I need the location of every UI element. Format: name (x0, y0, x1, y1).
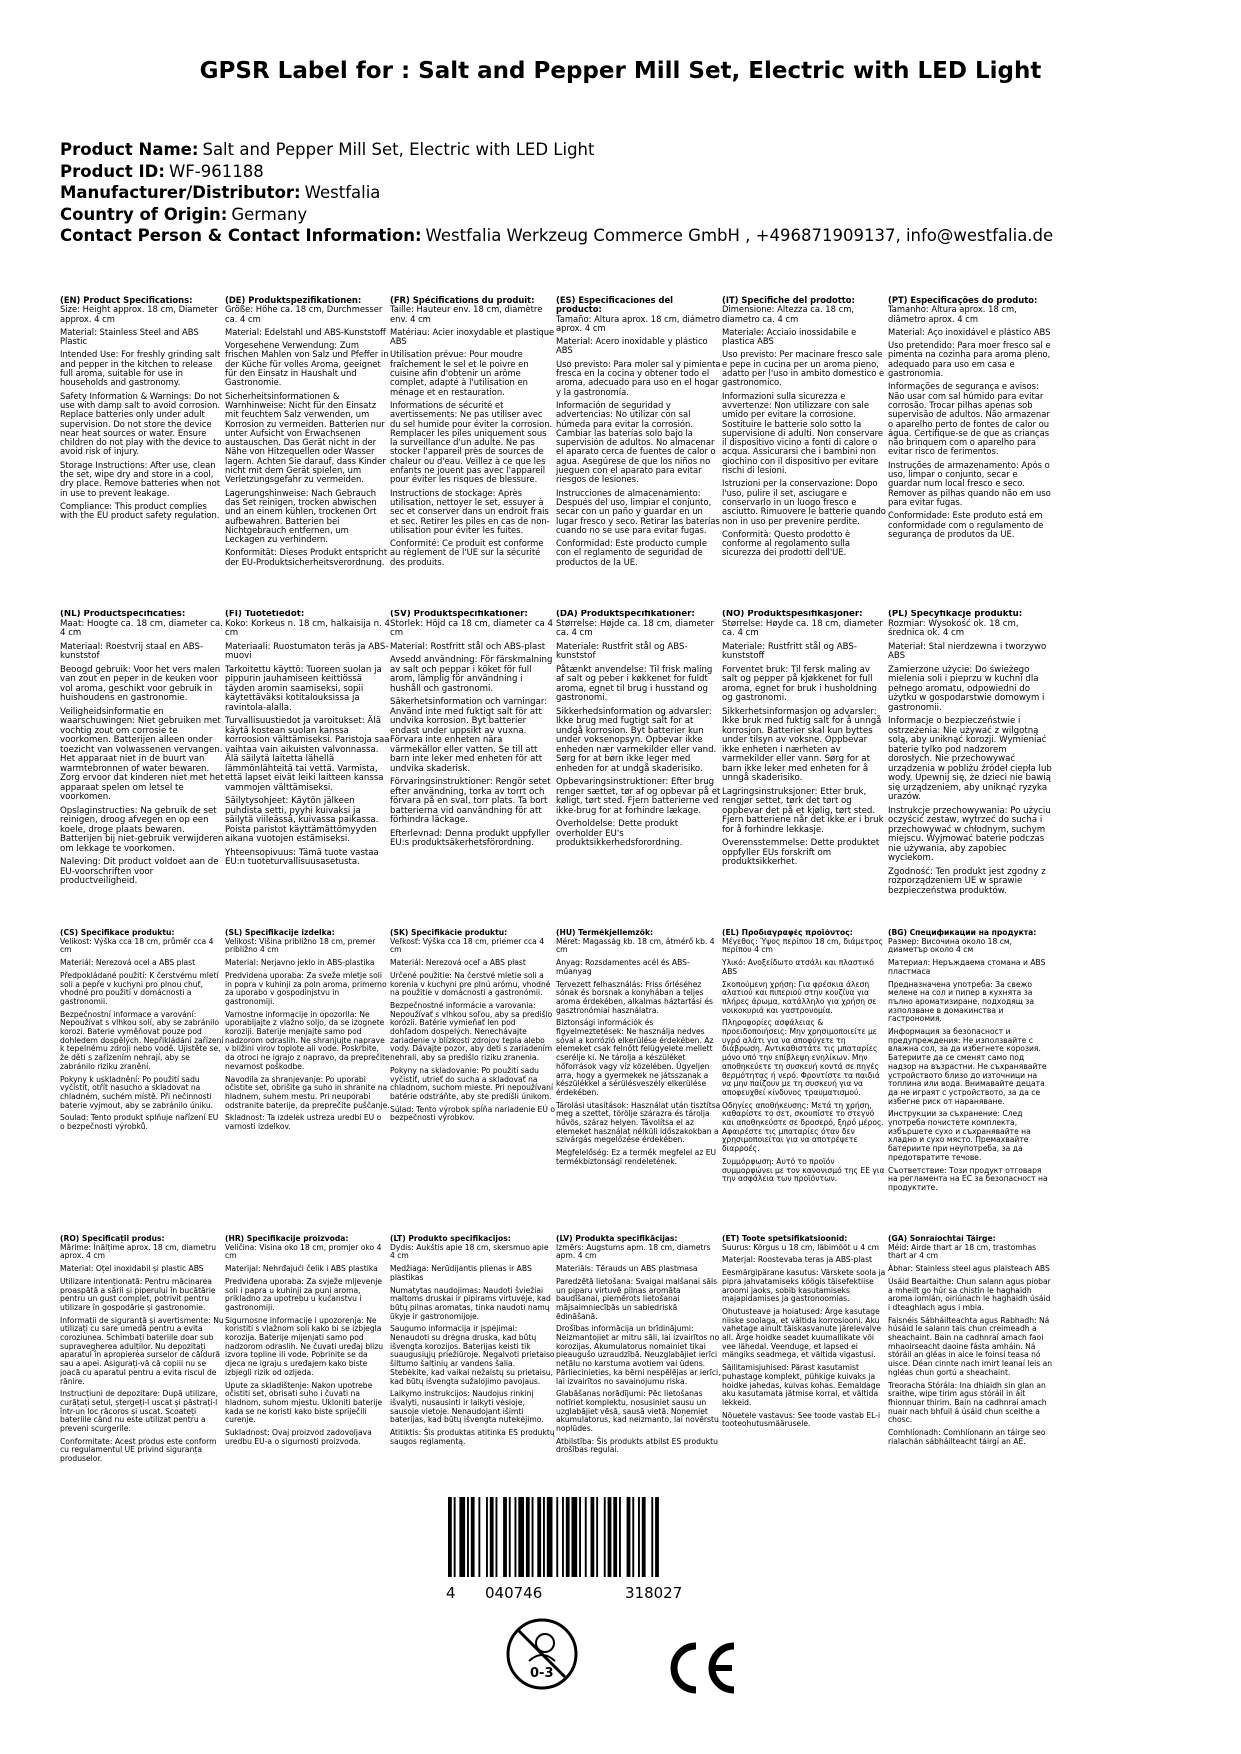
lang-block-paragraph: Sikkerhedsinformation og advarsler: Ikke brug med fugtigt salt for at undgå korrosion. Byt batterier kun under voksenopsyn. Opbevar ikke enheden nær varmekilder eller vand. Sørg for at børn ikke leger med enheden for at undgå skaderisiko. (556, 706, 717, 774)
lang-block (888, 929, 1053, 1229)
lang-block-paragraph: Navodila za shranjevanje: Po uporabi očistite set, obrišite ga suho in shranite na hladnem, suhem mestu. Pri neuporabi odstranite baterije, da preprečite puščanje. (225, 1074, 390, 1110)
lang-block-paragraph: Förvaringsinstruktioner: Rengör setet efter användning, torka av torrt och förvara på en sval, torr plats. Ta bort batterierna vid oanvändning för att förhindra läckage. (390, 777, 551, 825)
lang-block-paragraph: Určené použitie: Na čerstvé mletie soli a korenia v kuchyni pre plnú arómu, vhodné na použitie v domácnosti a gastronómii. (390, 970, 551, 998)
barcode-digits-left: 040746 (485, 1584, 543, 1602)
lang-block-paragraph: Glabāšanas norādījumi: Pēc lietošanas notīriet komplektu, nosusiniet sausu un uzglabājiet vēsā, sausā vietā. Noņemiet akumulatorus, kad neizmanto, lai novērstu noplūdes. (556, 1389, 719, 1434)
page-title: GPSR Label for : Salt and Pepper Mill Set, Electric with LED Light (199, 58, 1042, 84)
lang-block-paragraph: Materiaal: Roestvrij staal en ABS-kunststof (60, 641, 204, 661)
barcode-bar (585, 1497, 587, 1577)
lang-block-paragraph: Material: Stainless Steel and ABS Plastic (60, 326, 199, 347)
lang-block-paragraph: Laikymo instrukcijos: Naudojus rinkinį išvalyti, nusausinti ir laikyti vėsioje, sausoje vietoje. Nenaudojant išimti baterijas, kad būtų išvengta nutekėjimo. (390, 1389, 544, 1425)
lang-block-paragraph: Предназначена употреба: За свежо мелене на сол и пипер в кухнята за пълно ароматизиране, подходящ за използване в домакинства и гастрономия. (888, 979, 1035, 1024)
barcode-bar (642, 1497, 646, 1577)
lang-block-paragraph: Größe: Höhe ca. 18 cm, Durchmesser ca. 4 cm (225, 304, 383, 324)
barcode-bar (655, 1497, 659, 1577)
lang-block-paragraph: Pokyny k uskladnění: Po použití sadu vyčistit, otřít nasucho a skladovat na chladném, suchém místě. Při nečinnosti baterie vyjmout, aby se zabránilo úniku. (60, 1074, 214, 1110)
lang-block-paragraph: Avsedd användning: För färskmalning av salt och peppar i köket för full arom, lämplig för användning i hushåll och gastronomi. (390, 655, 553, 694)
lang-block-paragraph: Utilizare intenționată: Pentru măcinarea proaspătă a sării și piperului în bucătărie pentru un gust complet, potrivit pentru utilizare în gospodărie și gastronomie. (60, 1276, 216, 1312)
lang-block-paragraph: Turvallisuustiedot ja varoitukset: Älä käytä kostean suolan kanssa korroosion välttämiseksi. Paristoja saa vaihtaa vain aikuisten valvonnassa. Älä säilytä laitetta lähellä lämmönlähteitä tai vettä. Varmista, että lapset eivät leiki laitteen kanssa vammojen välttämiseksi. (225, 716, 390, 793)
lang-block-paragraph: Instrucciones de almacenamiento: Después del uso, limpiar el conjunto, secar con un paño y guardar en un lugar fresco y seco. Retirar las baterías cuando no se use para evitar fugas. (556, 487, 720, 535)
lang-block-paragraph: Méret: Magasság kb. 18 cm, átmérő kb. 4 cm (556, 936, 715, 955)
lang-block-paragraph: Ohutusteave ja hoiatused: Ärge kasutage niiske soolaga, et vältida korrosiooni. Aku vahetage ainult täiskasvanute järelevalve all. Ärge hoidke seadet kuumallikate või vee lähedal. Veenduge, et lapsed ei mängiks seadmega, et vältida vigastusi. (722, 1306, 882, 1360)
lang-block-paragraph: Méid: Airde thart ar 18 cm, trastomhas thart ar 4 cm (888, 1242, 1037, 1261)
lang-block-paragraph: Suurus: Kõrgus u 18 cm, läbimõõt u 4 cm (722, 1242, 880, 1252)
lang-block-paragraph: Naleving: Dit product voldoet aan de EU-voorschriften voor productveiligheid. (60, 857, 219, 886)
lang-block-heading: (EN) Product Specifications: (60, 296, 193, 305)
lang-block-paragraph: Uso previsto: Per macinare fresco sale e pepe in cucina per un aroma pieno, adatto per l'uso in ambito domestico e gastronomico. (722, 349, 885, 388)
lang-block-paragraph: Rozmiar: Wysokość ok. 18 cm, średnica ok. 4 cm (888, 618, 1019, 638)
lang-block-paragraph: Μέγεθος: Ύψος περίπου 18 cm, διάμετρος περίπου 4 cm (722, 936, 883, 955)
lang-block-heading: (GA) Sonraíochtaí Táirge: (888, 1235, 996, 1243)
lang-block-paragraph: Размер: Височина около 18 см, диаметър около 4 см (888, 936, 1013, 955)
lang-block-paragraph: Materiale: Acciaio inossidabile e plastica ABS (722, 326, 857, 347)
lang-block-heading: (RO) Specificații produs: (60, 1235, 165, 1243)
lang-block-paragraph: Biztonsági információk és figyelmeztetések: Ne használja nedves sóval a korrózió elkerülése érdekében. Az elemeket csak felnőtt felügyelete mellett cserélje ki. Ne tárolja a készüléket hőforrások vagy víz közelében. Ügyeljen arra, hogy a gyermekek ne játsszanak a készülékkel a sérülésveszély elkerülése érdekében. (556, 1018, 714, 1097)
barcode-bar (613, 1497, 617, 1577)
lang-block-paragraph: Utilisation prévue: Pour moudre fraîchement le sel et le poivre en cuisine afin d'obtenir un arôme complet, adapté à l'utilisation en ménage et en restauration. (390, 349, 529, 397)
lang-block-paragraph: Atbilstība: Šis produkts atbilst ES produktu drošības regulai. (556, 1436, 718, 1455)
lang-block (60, 296, 225, 601)
lang-block-heading: (EL) Προδιαγραφές προϊόντος: (722, 929, 853, 937)
lang-block-paragraph: Izmērs: Augstums apm. 18 cm, diametrs apm. 4 cm (556, 1242, 711, 1261)
lang-block (60, 610, 225, 910)
barcode-bar (490, 1497, 494, 1577)
lang-block-paragraph: Materiál: Nerezová oceľ a ABS plast (390, 958, 526, 968)
lang-block-paragraph: Efterlevnad: Denna produkt uppfyller EU:s produktsäkerhetsförordning. (390, 828, 550, 848)
lang-block-paragraph: Veiligheidsinformatie en waarschuwingen: Niet gebruiken met vochtig zout om corrosie te voorkomen. Batterijen alleen onder toezicht van volwassenen vervangen. Het apparaat niet in de buurt van warmtebronnen of water bewaren. Zorg ervoor dat kinderen niet met het apparaat spelen om letsel te voorkomen. (60, 706, 224, 802)
barcode-bar (572, 1497, 578, 1577)
lang-block-paragraph: Veľkosť: Výška cca 18 cm, priemer cca 4 cm (390, 936, 545, 955)
lang-block-heading: (IT) Specifiche del prodotto: (722, 296, 855, 305)
lang-block (888, 610, 1053, 910)
barcode-bar (579, 1497, 581, 1577)
lang-block-paragraph: Informații de siguranță și avertismente: Nu utilizați cu sare umedă pentru a evita coroziunea. Schimbați bateriile doar sub supravegherea adulților. Nu depozitați aparatul în apropierea surselor de căldură sau a apei. Asigurați-vă că copiii nu se joacă cu aparatul pentru a evita riscul de rănire. (60, 1315, 224, 1386)
barcode-bar (471, 1497, 475, 1577)
lang-block-paragraph: Conformidad: Este producto cumple con el reglamento de seguridad de productos de la UE. (556, 538, 707, 567)
ce-mark-icon (662, 1640, 742, 1696)
lang-block-paragraph: Mărime: Înălțime aprox. 18 cm, diametru aprox. 4 cm (60, 1242, 217, 1261)
lang-block-paragraph: Ábhar: Stainless steel agus plaisteach ABS (888, 1264, 1050, 1274)
lang-block-paragraph: Drošības informācija un brīdinājumi: Neizmantojiet ar mitru sāli, lai izvairītos no korozijas. Akumulatorus nomainiet tikai pieaugušo uzraudzībā. Neuzglabājiet ierīci netālu no karstuma avotiem vai ūdens. Pārliecinieties, ka bērni nespēlējas ar ierīci, lai izvairītos no savainojumu riska. (556, 1324, 721, 1386)
lang-block-paragraph: Saugumo informacija ir įspėjimai: Nenaudoti su drėgna druska, kad būtų išvengta korozijos. Baterijas keisti tik suaugusiųjų priežiūroje. Negalvoti prietaiso šiltumo šaltinių ar vandens šalia. Stebėkite, kad vaikai nežaistų su prietaisu, kad būtų išvengta sužalojimo pavojaus. (390, 1324, 555, 1386)
lang-block-paragraph: Paredzētā lietošana: Svaigai malšanai sāls un piparu virtuvē pilnas aromāta baudīšanai, piemērots lietošanai mājsaimniecībās un sabiedriskā ēdināšanā. (556, 1276, 718, 1321)
barcode-bar (566, 1497, 570, 1577)
lang-block-paragraph: Safety Information & Warnings: Do not use with damp salt to avoid corrosion. Replace batteries only under adult supervision. Do not store the device near heat sources or water. Ensure children do not play with the device to avoid risk of injury. (60, 390, 223, 457)
barcode-bar (632, 1497, 634, 1577)
lang-block-paragraph: Tervezett felhasználás: Friss őrléséhez sónak és borsnak a konyhában a teljes aroma érdekében, alkalmas háztartási és gasztronómiai használatra. (556, 979, 713, 1015)
lang-block-paragraph: Overholdelse: Dette produkt overholder EU's produktsikkerhedsforordning. (556, 819, 683, 848)
lang-block-heading: (DE) Produktspezifikationen: (225, 296, 362, 305)
lang-block-paragraph: Informazioni sulla sicurezza e avvertenze: Non utilizzare con sale umido per evitare la corrosione. Sostituire le batterie solo sotto la supervisione di adulti. Non conservare il dispositivo vicino a fonti di calore o acqua. Assicurarsi che i bambini non giochino con il dispositivo per evitare rischi di lesioni. (722, 390, 883, 476)
barcode-bar (556, 1497, 558, 1577)
lang-block-paragraph: Intended Use: For freshly grinding salt and pepper in the kitchen to release full aroma, suitable for use in households and gastronomy. (60, 349, 221, 388)
lang-block-paragraph: Úsáid Beartaithe: Chun salann agus piobar a mheilt go húr sa chistin le haghaidh aroma iomlán, oiriúnach le haghaidh úsáid i dteaghlach agus i mbia. (888, 1276, 1051, 1312)
lang-block-paragraph: Dydis: Aukštis apie 18 cm, skersmuo apie 4 cm (390, 1242, 549, 1261)
lang-block-paragraph: Lagerungshinweise: Nach Gebrauch das Set reinigen, trocken abwischen und an einem kühlen, trockenen Ort aufbewahren. Batterien bei Nichtgebrauch entfernen, um Leckagen zu verhindern. (225, 487, 377, 545)
lang-block (888, 296, 1053, 601)
lang-block-paragraph: Størrelse: Højde ca. 18 cm, diameter ca. 4 cm (556, 618, 715, 638)
lang-block-heading: (FR) Spécifications du produit: (390, 296, 535, 305)
lang-block-paragraph: Informacje o bezpieczeństwie i ostrzeżenia: Nie używać z wilgotną solą, aby uniknąć korozji. Wymieniać baterie tylko pod nadzorem dorosłych. Nie przechowywać urządzenia w pobliżu źródeł ciepła lub wody. Upewnij się, że dzieci nie bawią się urządzeniem, aby uniknąć ryzyka urazów. (888, 716, 1052, 802)
svg-text:0-3: 0-3 (530, 1666, 554, 1681)
lang-block-heading: (FI) Tuotetiedot: (225, 610, 305, 619)
lang-block-heading: (HR) Specifikacije proizvoda: (225, 1235, 349, 1243)
lang-block-paragraph: Size: Height approx. 18 cm, Diameter approx. 4 cm (60, 304, 218, 324)
lang-block-paragraph: Sukladnost: Ovaj proizvod zadovoljava uredbu EU-a o sigurnosti proizvoda. (225, 1428, 372, 1446)
lang-block-paragraph: Material: Oțel inoxidabil și plastic ABS (60, 1264, 204, 1274)
lang-block-paragraph: Opslaginstructies: Na gebruik de set reinigen, droog afvegen en op een koele, droge plaats bewaren. Batterijen bij niet-gebruik verwijderen om lekkage te voorkomen. (60, 805, 224, 854)
lang-block-paragraph: Säilitamisjuhised: Pärast kasutamist puhastage komplekt, pühkige kuivaks ja hoidke jahedas, kuivas kohas. Eemaldage aku kasutamata jätmise korral, et vältida lekkeid. (722, 1363, 881, 1407)
lang-block-paragraph: Soulad: Tento produkt splňuje nařízení EU o bezpečnosti výrobků. (60, 1113, 219, 1132)
lang-block-paragraph: Conformidade: Este produto está em conformidade com o regulamento de segurança de produtos da UE. (888, 510, 1044, 539)
lang-block-paragraph: Koko: Korkeus n. 18 cm, halkaisija n. 4 cm (225, 618, 390, 638)
lang-block-paragraph: Matériau: Acier inoxydable et plastique ABS (390, 326, 555, 347)
barcode-bar (547, 1497, 553, 1577)
lang-block (225, 929, 390, 1229)
lang-block-paragraph: Nõuetele vastavus: See toode vastab EL-i tooteohutusmäärusele. (722, 1410, 881, 1429)
lang-block-paragraph: Sicherheitsinformationen & Warnhinweise: Nicht für den Einsatz mit feuchtem Salz verwenden, um Korrosion zu vermeiden. Batterien nur unter Aufsicht von Erwachsenen austauschen. Das Gerät nicht in der Nähe von Hitzequellen oder Wasser lagern. Achten Sie darauf, dass Kinder nicht mit dem Gerät spielen, um Verletzungsgefahr zu vermeiden. (225, 390, 386, 485)
barcode-bar (503, 1497, 507, 1577)
lang-block-heading: (DA) Produktspecifikationer: (556, 610, 695, 619)
lang-block-paragraph: Konformität: Dieses Produkt entspricht der EU-Produktsicherheitsverordnung. (225, 547, 388, 567)
barcode-bar (478, 1497, 480, 1577)
barcode-bar (638, 1497, 640, 1577)
barcode-bar (651, 1497, 653, 1577)
lang-block-heading: (NO) Produktspesifikasjoner: (722, 610, 863, 619)
barcode-bar (496, 1497, 498, 1577)
lang-block-paragraph: Storlek: Höjd ca 18 cm, diameter ca 4 cm (390, 618, 554, 638)
barcode-bar (486, 1497, 488, 1577)
barcode-bar (526, 1497, 530, 1577)
lang-block-paragraph: Velikost: Výška cca 18 cm, průměr cca 4 cm (60, 936, 214, 955)
lang-block-paragraph: Tárolási utasítások: Használat után tisztítsa meg a szettet, törölje szárazra és tárolja hűvös, száraz helyen. Távolítsa el az elemeket használat nélküli időszakokban a szivárgás megelőzése érdekében. (556, 1100, 721, 1145)
lang-block-paragraph: Informações de segurança e avisos: Não usar com sal húmido para evitar corrosão. Trocar pilhas apenas sob supervisão de adultos. Não armazenar o aparelho perto de fontes de calor ou água. Certifique-se de que as crianças não brinquem com o aparelho para evitar risco de ferimentos. (888, 381, 1050, 457)
lang-block-paragraph: Pokyny na skladovanie: Po použití sadu vyčistiť, utrieť do sucha a skladovať na chladnom, suchom mieste. Pri nepoužívaní batérie odstráňte, aby ste predišli únikom. (390, 1065, 554, 1101)
lang-block-paragraph: Uso previsto: Para moler sal y pimienta fresca en la cocina y obtener todo el aroma, adecuado para uso en el hogar y la gastronomía. (556, 358, 721, 397)
lang-block-paragraph: Uso pretendido: Para moer fresco sal e pimenta na cozinha para aroma pleno, adequado para uso em casa e gastronomia. (888, 340, 1051, 379)
lang-block-paragraph: Størrelse: Høyde ca. 18 cm, diameter ca. 4 cm (722, 618, 883, 638)
lang-block-paragraph: Predviđena uporaba: Za svježe mljevenje soli i papra u kuhinji za puni aroma, prikladno za upotrebu u kućanstvu i gastronomiji. (225, 1276, 382, 1312)
lang-block (390, 1235, 555, 1535)
lang-block (225, 296, 390, 601)
lang-block-paragraph: Eesmärgipärane kasutus: Värskete soola ja pipra jahvatamiseks köögis täisefektiise aroomi jaoks, sobib kasutamiseks majapidamises ja gastronoomias. (722, 1268, 886, 1304)
lang-block-paragraph: Material: Nerjavno jeklo in ABS-plastika (225, 958, 375, 968)
lang-block-paragraph: Material: Aço inoxidável e plástico ABS (888, 326, 1051, 337)
lang-block-paragraph: Beoogd gebruik: Voor het vers malen van zout en peper in de keuken voor vol aroma, geschikt voor gebruik in huishoudens en gastronomie. (60, 664, 221, 703)
lang-block-heading: (PT) Especificações do produto: (888, 296, 1038, 305)
lang-block-paragraph: Material: Edelstahl und ABS-Kunststoff (225, 326, 386, 337)
lang-block-paragraph: Информация за безопасност и предупреждения: Не използвайте с влажна сол, за да избегнете корозия. Батериите да се сменят само под надзор на възрастни. Не съхранявайте устройството близо до източници на топлина или вода. Внимавайте децата да не играят с устройството, за да се избегне риск от нараняване. (888, 1027, 1047, 1106)
info-contact: Contact Person & Contact Information: Westfalia Werkzeug Commerce GmbH , +496871909137, info@westfalia.de (60, 226, 1054, 245)
lang-block-paragraph: Vorgesehene Verwendung: Zum frischen Mahlen von Salz und Pfeffer in der Küche für volles Aroma, geeignet für den Einsatz in Haushalt und Gastronomie. (225, 340, 389, 388)
lang-block-paragraph: Súlad: Tento výrobok spĺňa nariadenie EÚ o bezpečnosti výrobkov. (390, 1104, 555, 1123)
lang-block (60, 929, 225, 1229)
lang-block-heading: (PL) Specyfikacje produktu: (888, 610, 1023, 619)
barcode-bar (515, 1497, 517, 1577)
lang-block-paragraph: Conformité: Ce produit est conforme au règlement de l'UE sur la sécurité des produits. (390, 538, 544, 567)
lang-block-paragraph: Materjal: Roostevaba teras ja ABS-plast (722, 1255, 873, 1265)
barcode-bar (562, 1497, 564, 1577)
lang-block-paragraph: Instructions de stockage: Après utilisation, nettoyer le set, essuyer à sec et conserver dans un endroit frais et sec. Retirer les piles en cas de non-utilisation pour éviter les fuites. (390, 487, 550, 535)
lang-block-heading: (CS) Specifikace produktu: (60, 929, 175, 937)
lang-block-paragraph: Maat: Hoogte ca. 18 cm, diameter ca. 4 cm (60, 618, 223, 638)
lang-block (722, 296, 887, 601)
lang-block-paragraph: Treoracha Stórála: Ina dhiaidh sin glan an sraithe, wipe tirim agus stóráil in áit fhionnuar thirim. Bain na cadhnraí amach nuair nach bhfuil á úsáid chun sceithe a chosc. (888, 1380, 1047, 1425)
info-product-id: Product ID: WF-961188 (60, 161, 264, 181)
lang-block-paragraph: Taille: Hauteur env. 18 cm, diamètre env. 4 cm (390, 304, 543, 324)
lang-block-paragraph: Comhlíonadh: Comhlíonann an táirge seo rialachán sábháilteacht táirgí an AE. (888, 1428, 1046, 1446)
barcode-bar (608, 1497, 612, 1577)
lang-block-paragraph: Información de seguridad y advertencias: No utilizar con sal húmeda para evitar la corrosión. Cambiar las baterías solo bajo la supervisión de adultos. No almacenar el aparato cerca de fuentes de calor o agua. Asegúrese de que los niños no jueguen con el aparato para evitar riesgos de lesiones. (556, 399, 716, 485)
lang-block-paragraph: Varnostne informacije in opozorila: Ne uporabljajte z vlažno soljo, da se izognete koroziji. Baterije menjajte samo pod nadzorom odraslih. Ne shranjujte naprave v bližini virov toplote ali vode. Poskrbite, da otroci ne igrajo z napravo, da preprečite nevarnost poškodbe. (225, 1009, 390, 1071)
lang-block-paragraph: Materijal: Nehrđajući čelik i ABS plastika (225, 1264, 378, 1274)
lang-block (225, 1235, 390, 1535)
barcode-digits-right: 318027 (625, 1584, 683, 1602)
lang-block-heading: (SL) Specifikacije izdelka: (225, 929, 335, 937)
lang-block-heading: (ET) Toote spetsifikatsioonid: (722, 1235, 848, 1243)
lang-block (390, 296, 555, 601)
lang-block-paragraph: Πληροφορίες ασφάλειας & προειδοποιήσεις: Μην χρησιμοποιείτε με υγρό αλάτι για να αποφύγετε τη διάβρωση. Αντικαθιστάτε τις μπαταρίες μόνο υπό την επίβλεψη ενηλίκων. Μην αποθηκεύετε τη συσκευή κοντά σε πηγές θερμότητας ή νερό. Φροντίστε τα παιδιά να μην παίζουν με τη συσκευή για να αποφευχθεί κίνδυνος τραυματισμού. (722, 1018, 880, 1097)
lang-block (556, 1235, 721, 1535)
barcode-bar (537, 1497, 541, 1577)
barcode-bar (459, 1497, 465, 1577)
lang-block-paragraph: Zgodność: Ten produkt jest zgodny z rozporządzeniem UE w sprawie bezpieczeństwa produktów. (888, 866, 1046, 896)
barcode-bar (543, 1497, 545, 1577)
lang-block-paragraph: Yhteensopivuus: Tämä tuote vastaa EU:n tuoteturvallisuusasetusta. (225, 847, 379, 867)
lang-block-paragraph: Материал: Неръждаема стомана и ABS пластмаса (888, 958, 1046, 976)
lang-block (556, 296, 721, 601)
barcode (440, 1497, 740, 1577)
lang-block-heading: (NL) Productspecificaties: (60, 610, 186, 619)
lang-block-paragraph: Forventet bruk: Til fersk maling av salt og pepper på kjøkkenet for full aroma, egnet for bruk i husholdning og gastronomi. (722, 664, 878, 703)
lang-block (722, 610, 887, 910)
lang-block-paragraph: Opbevaringsinstruktioner: Efter brug renger sættet, tør af og opbevar på et køligt, tørt sted. Fjern batterierne ved ikke-brug for at forhindre lækage. (556, 777, 721, 816)
lang-block-heading: (SK) Špecifikácie produktu: (390, 929, 508, 937)
lang-block-paragraph: Bezpečnostné informácie a varovania: Nepoužívať s vlhkou soľou, aby sa predišlo korózii. Batérie vymieňať len pod dohľadom dospelých. Nenechávajte zariadenie v blízkosti zdrojov tepla alebo vody. Dávajte pozor, aby deti s zariadením nehrali, aby sa predišlo riziku zranenia. (390, 1000, 553, 1063)
lang-block-paragraph: Materiale: Rustfritt stål og ABS-kunststoff (722, 641, 857, 661)
lang-block-paragraph: Atitiktis: Šis produktas atitinka ES produktų saugos reglamentą. (390, 1428, 555, 1446)
lang-block-paragraph: Materiał: Stal nierdzewna i tworzywo ABS (888, 641, 1047, 661)
lang-block-paragraph: Storage Instructions: After use, clean the set, wipe dry and store in a cool, dry place. Remove batteries when not in use to prevent leakage. (60, 459, 220, 498)
lang-block (390, 929, 555, 1229)
lang-block (722, 1235, 887, 1535)
lang-block-paragraph: Οδηγίες αποθήκευσης: Μετά τη χρήση, καθαρίστε το σετ, σκουπίστε το στεγνό και αποθηκεύστε σε δροσερό, ξηρό μέρος. Αφαιρέστε τις μπαταρίες όταν δεν χρησιμοποιείται για να αποτρέψετε διαρροές. (722, 1100, 884, 1154)
info-country: Country of Origin: Germany (60, 204, 308, 224)
lang-block-paragraph: Materiál: Nerezová ocel a ABS plast (60, 958, 196, 968)
lang-block (888, 1235, 1053, 1535)
barcode-bar (467, 1497, 469, 1577)
lang-block-paragraph: Medžiaga: Nerūdijantis plienas ir ABS plastikas (390, 1264, 532, 1282)
lang-block-paragraph: Påtænkt anvendelse: Til frisk maling af salt og peber i køkkenet for fuldt aroma, egnet til brug i husstand og gastronomi. (556, 664, 713, 703)
lang-block-paragraph: Informations de sécurité et avertissements: Ne pas utiliser avec du sel humide pour éviter la corrosion. Remplacer les piles uniquement sous la surveillance d'un adulte. Ne pas stocker l'appareil près de sources de chaleur ou d'eau. Veillez à ce que les enfants ne jouent pas avec l'appareil pour éviter les risques de blessure. (390, 399, 553, 485)
product-info (60, 139, 1200, 247)
lang-block-heading: (LV) Produkta specifikācijas: (556, 1235, 678, 1243)
barcode-bars (448, 1497, 659, 1577)
lang-block-paragraph: Materiale: Rustfrit stål og ABS-kunststof (556, 641, 688, 661)
lang-block-paragraph: Compliance: This product complies with the EU product safety regulation. (60, 500, 220, 521)
lang-block-paragraph: Conformitate: Acest produs este conform cu regulamentul UE privind siguranța produselor. (60, 1436, 217, 1464)
lang-block-heading: (LT) Produkto specifikacijos: (390, 1235, 511, 1243)
lang-block-paragraph: Instruções de armazenamento: Após o uso, limpar o conjunto, secar e guardar num local fresco e seco. Remover as pilhas quando não em uso para evitar fugas. (888, 459, 1051, 507)
lang-block-paragraph: Συμμόρφωση: Αυτό το προϊόν συμμορφώνει με τον κανονισμό της ΕΕ για την ασφάλεια των προϊόντων. (722, 1156, 885, 1184)
lang-block (390, 610, 555, 910)
lang-block (556, 610, 721, 910)
lang-block-heading: (HU) Termékjellemzők: (556, 929, 654, 937)
lang-block-paragraph: Tamanho: Altura aprox. 18 cm, diâmetro aprox. 4 cm (888, 304, 1017, 324)
lang-block-paragraph: Съответствие: Този продукт отговаря на регламента на ЕС за безопасност на продуктите. (888, 1165, 1048, 1192)
lang-block-heading: (ES) Especificaciones del producto: (556, 296, 674, 315)
lang-block-paragraph: Material: Acero inoxidable y plástico ABS (556, 336, 708, 356)
lang-block-paragraph: Conformità: Questo prodotto è conforme al regolamento sulla sicurezza dei prodotti dell'UE. (722, 528, 851, 558)
lang-block-heading: (BG) Спецификации на продукта: (888, 929, 1037, 937)
lang-block-paragraph: Anyag: Rozsdamentes acél és ABS-műanyag (556, 958, 690, 976)
barcode-bar (627, 1497, 631, 1577)
lang-block-paragraph: Veličina: Visina oko 18 cm, promjer oko 4 cm (225, 1242, 382, 1261)
lang-block (556, 929, 721, 1229)
barcode-bar (454, 1497, 456, 1577)
lang-block-paragraph: Megfelelőség: Ez a termék megfelel az EU termékbiztonsági rendeletének. (556, 1148, 717, 1166)
lang-block-paragraph: Velikost: Višina približno 18 cm, premer približno 4 cm (225, 936, 376, 955)
barcode-bar (532, 1497, 534, 1577)
barcode-bar (604, 1497, 606, 1577)
lang-block-heading: (SV) Produktspecifikationer: (390, 610, 528, 619)
barcode-bar (518, 1497, 524, 1577)
lang-block-paragraph: Bezpečnostní informace a varování: Nepoužívat s vlhkou solí, aby se zabránilo korozi. Baterie vyměňovat pouze pod dohledem dospělých. Nepřikládání zařízení k tepelnému zdroji nebo vodě. Ujistěte se, že děti s zařízením nehrají, aby se zabránilo riziku zranění. (60, 1009, 224, 1071)
lang-block-paragraph: Overensstemmelse: Dette produktet oppfyller EUs forskrift om produktsikkerhet. (722, 838, 880, 867)
info-manufacturer: Manufacturer/Distributor: Westfalia (60, 183, 381, 202)
info-product-name: Product Name: Salt and Pepper Mill Set, Electric with LED Light (60, 140, 595, 159)
lang-block-paragraph: Faisnéis Sábháilteachta agus Rabhadh: Ná húsáid le salann tais chun creimeadh a sheachaint. Bain na cadhnraí amach faoi mhaoirseacht daoine fásta amháin. Ná stóráil an gléas in aice le foinsí teasa nó uisce. Déan cinnte nach imirt leanaí leis an ngléas chun gortú a sheachaint. (888, 1315, 1053, 1377)
barcode-bar (619, 1497, 621, 1577)
barcode-bar (596, 1497, 598, 1577)
lang-block-paragraph: Инструкции за съхранение: След употреба почистете комплекта, избършете сухо и съхранявайте на хладно и сухо място. Премахвайте батериите при неупотреба, за да предотвратите течове. (888, 1109, 1031, 1162)
lang-block-paragraph: Skladnost: Ta izdelek ustreza uredbi EU o varnosti izdelkov. (225, 1113, 382, 1132)
lang-block-paragraph: Lagringsinstruksjoner: Etter bruk, rengjør settet, tørk det tørt og oppbevar det på et kjølig, tørt sted. Fjern batteriene når det ikke er i bruk for å forhindre lekkasje. (722, 786, 884, 835)
lang-block-paragraph: Instrukcje przechowywania: Po użyciu oczyścić zestaw, wytrzeć do sucha i przechowywać w chłodnym, suchym miejscu. Wyjmować baterie podczas nie używania, aby zapobiec wyciekom. (888, 805, 1051, 863)
age-warning-0-3-icon (505, 1617, 579, 1691)
lang-block-paragraph: Säilytysohjeet: Käytön jälkeen puhdista setti, pyyhi kuivaksi ja säilytä viileässä, kuivassa paikassa. Poista paristot käyttämättömyyden aikana vuotojen estämiseksi. (225, 796, 379, 844)
lang-block-paragraph: Instrucțiuni de depozitare: După utilizare, curățați setul, ștergeți-l uscat și păstrați-l într-un loc răcoros și uscat. Scoateți bateriile când nu este utilizat pentru a preveni scurgerile. (60, 1389, 218, 1434)
barcode-bar (591, 1497, 595, 1577)
lang-block-paragraph: Zamierzone użycie: Do świeżego mielenia soli i pieprzu w kuchni dla pełnego aromatu, odpowiedni do użytku w gospodarstwie domowym i gastronomii. (888, 664, 1045, 713)
barcode-bar (509, 1497, 511, 1577)
lang-block-paragraph: Dimensione: Altezza ca. 18 cm, diametro ca. 4 cm (722, 304, 855, 324)
lang-block-paragraph: Tamaño: Altura aprox. 18 cm, diámetro aprox. 4 cm (556, 313, 720, 333)
barcode-digit-first: 4 (446, 1584, 456, 1602)
lang-block-paragraph: Sigurnosne informacije i upozorenja: Ne koristiti s vlažnom soli kako bi se izbjegla korozija. Baterije mijenjati samo pod nadzorom odraslih. Ne čuvati uređaj blizu izvora topline ili vode. Pobrinite se da djeca ne igraju s uređajem kako biste izbjegli rizik od ozljeda. (225, 1315, 384, 1377)
lang-block (722, 929, 887, 1229)
lang-block-paragraph: Tarkoitettu käyttö: Tuoreen suolan ja pippurin jauhamiseen keittiössä täyden aromin saamiseksi, sopii käytettäväksi kotitalouksissa ja ravintola-alalla. (225, 664, 382, 713)
lang-block-paragraph: Säkerhetsinformation och varningar: Använd inte med fuktigt salt för att undvika korrosion. Byt batterier endast under uppsikt av vuxna. Förvara inte enheten nära värmekällor eller vatten. Se till att barn inte leker med enheten för att undvika skaderisk. (390, 697, 548, 774)
lang-block-paragraph: Σκοπούμενη χρήση: Για φρέσκια άλεση αλατιού και πιπεριού στην κουζίνα για πλήρες άρωμα, κατάλληλο για χρήση σε νοικοκυριά και γαστρονομία. (722, 979, 877, 1015)
lang-block-paragraph: Materiaali: Ruostumaton teräs ja ABS-muovi (225, 641, 389, 661)
barcode-bar (448, 1497, 452, 1577)
lang-block-paragraph: Upute za skladištenje: Nakon upotrebe očistiti set, obrisati suho i čuvati na hladnom, suhom mjestu. Ukloniti baterije kada se ne koristi kako biste spriječili curenje. (225, 1380, 383, 1425)
lang-block (225, 610, 390, 910)
lang-block (60, 1235, 225, 1535)
lang-block-paragraph: Material: Rostfritt stål och ABS-plast (390, 641, 546, 652)
lang-block-paragraph: Sikkerhetsinformasjon og advarsler: Ikke bruk med fuktig salt for å unngå korrosjon. Batterier skal kun byttes under tilsyn av voksne. Oppbevar ikke enheten i nærheten av varmekilder eller vann. Sørg for at barn ikke leker med enheten for å unngå skaderisiko. (722, 706, 882, 783)
lang-block-paragraph: Materiāls: Tērauds un ABS plastmasa (556, 1264, 698, 1274)
lang-block-paragraph: Predvidena uporaba: Za sveže mletje soli in popra v kuhinji za poln aroma, primerno za uporabo v gospodinjstvu in gastronomiji. (225, 970, 387, 1006)
lang-block-paragraph: Υλικό: Ανοξείδωτο ατσάλι και πλαστικό ABS (722, 958, 874, 976)
lang-block-paragraph: Numatytas naudojimas: Naudoti šviežiai maltoms druskai ir pipirams virtuvėje, kad būtų pilnas aromatas, tinka naudoti namų ūkyje ir gastronomijoje. (390, 1285, 551, 1321)
lang-block-paragraph: Istruzioni per la conservazione: Dopo l'uso, pulire il set, asciugare e conservarlo in un luogo fresco e asciutto. Rimuovere le batterie quando non in uso per prevenire perdite. (722, 478, 886, 526)
lang-block-paragraph: Předpokládané použití: K čerstvému mletí soli a pepře v kuchyni pro plnou chuť, vhodné pro použití v domácnosti a gastronomii. (60, 970, 219, 1006)
